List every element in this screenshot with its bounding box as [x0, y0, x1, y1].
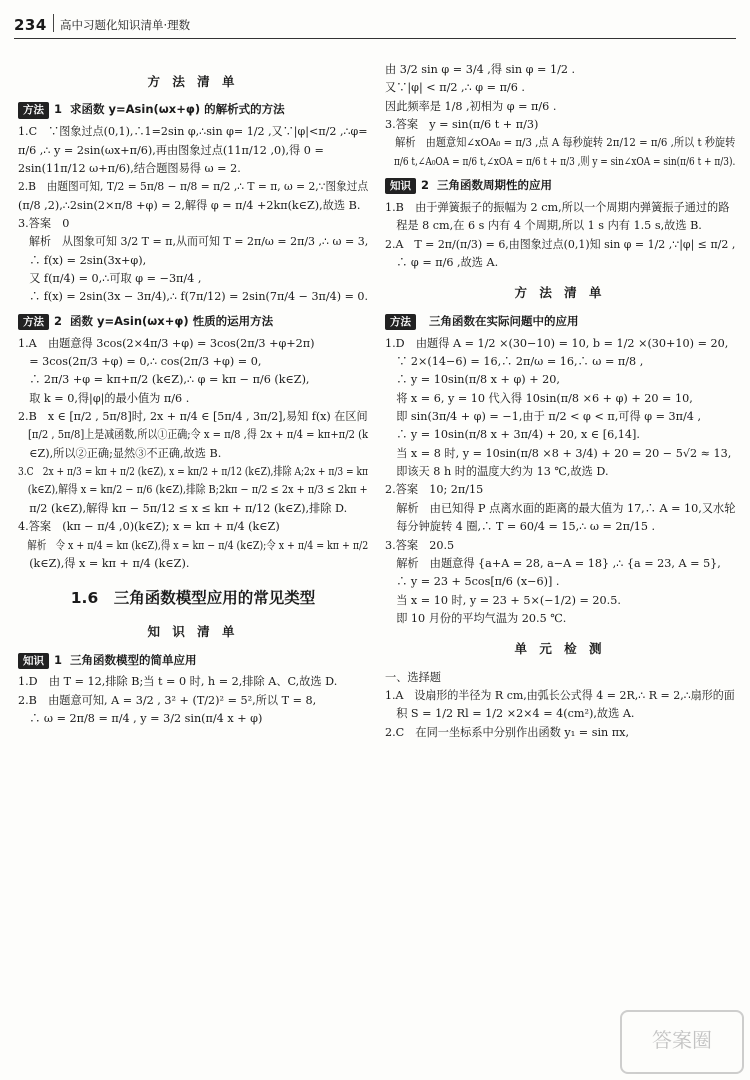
text-line: 2.A T = 2π/(π/3) = 6,由图象过点(0,1)知 sin φ = 1/2 ,∵|φ| ≤ π/2 , — [385, 237, 736, 251]
text-line: = 3cos(2π/3 +φ) = 0,∴ cos(2π/3 +φ) = 0, — [18, 354, 262, 368]
text-line: 2.B 由题图可知, T/2 = 5π/8 − π/8 = π/2 ,∴ T = π, ω = 2,∵图象过点 — [18, 180, 369, 194]
text-line: π/2 (k∈Z),解得 kπ − 5π/12 ≤ x ≤ kπ + π/12 (k∈Z),排除 D. — [18, 501, 348, 515]
right-column — [385, 60, 735, 742]
text-line: 即 10 月份的平均气温为 20.5 ℃. — [385, 611, 567, 625]
text-line: 1.D 由题得 A = 1/2 ×(30−10) = 10, b = 1/2 ×(30+10) = 20, — [385, 336, 729, 350]
text-line: 解析 由已知得 P 点离水面的距离的最大值为 17,∴ A = 10,又水轮 — [385, 501, 736, 515]
text-line: ∴ y = 10sin(π/8 x + φ) + 20, — [385, 373, 560, 387]
text-line: 又 f(π/4) = 0,∴可取 φ = −3π/4 , — [18, 272, 202, 286]
topic-badge: 知识 — [18, 653, 49, 669]
section-heading: 知 识 清 单 — [147, 624, 239, 640]
text-line: 解析 由题意得 {a+A = 28, a−A = 18} ,∴ {a = 23, A = 5}, — [385, 556, 721, 570]
text-line: 3.C 2x + π/3 = kπ + π/2 (k∈Z), x = kπ/2 + π/12 (k∈Z),排除 A;2x + π/3 = kπ — [18, 465, 369, 479]
header-rule — [14, 38, 736, 39]
topic-heading — [18, 652, 368, 670]
text-line: 解析 从图象可知 3/2 T = π,从而可知 T = 2π/ω = 2π/3 ,∴ ω = 3, — [18, 235, 369, 249]
chapter-title: 1.6 三角函数模型应用的常见类型 — [70, 589, 316, 608]
page-number: 234 — [14, 16, 47, 34]
text-line: 2sin(11π/12 ω+π/6),结合题图易得 ω = 2. — [18, 161, 241, 175]
text-line: 即该天 8 h 时的温度大约为 13 ℃,故选 D. — [385, 465, 609, 479]
text-line: 一、选择题 — [385, 670, 441, 684]
text-line: 1.D 由 T = 12,排除 B;当 t = 0 时, h = 2,排除 A、C,故选 D. — [18, 675, 338, 689]
section-heading: 方 法 清 单 — [514, 285, 606, 301]
section-heading: 方 法 清 单 — [147, 74, 239, 89]
text-line: 即 sin(3π/4 + φ) = −1,由于 π/2 < φ < π,可得 φ = 3π/4 , — [385, 410, 702, 424]
text-line: 当 x = 8 时, y = 10sin(π/8 ×8 + 3/4) + 20 = 20 − 5√2 ≈ 13, — [385, 446, 732, 460]
topic-number: 2 — [421, 178, 430, 193]
book-title: 高中习题化知识清单·理数 — [60, 18, 191, 32]
text-line: 解析 令 x + π/4 = kπ (k∈Z),得 x = kπ − π/4 (k∈Z);令 x + π/4 = kπ + π/2 — [18, 538, 369, 552]
text-line: 1.C ∵图象过点(0,1),∴1=2sin φ,∴sin φ= 1/2 ,又∵|φ|<π/2 ,∴φ= — [18, 125, 368, 139]
text-line: 3.答案 0 — [18, 216, 70, 230]
text-line: 将 x = 6, y = 10 代入得 10sin(π/8 ×6 + φ) + 20 = 10, — [385, 391, 693, 405]
text-line: ∈Z),所以②正确;显然③不正确,故选 B. — [18, 446, 222, 460]
topic-number: 2 — [54, 313, 63, 328]
topic-badge: 方法 — [18, 314, 49, 330]
text-line: 取 k = 0,得|φ|的最小值为 π/6 . — [18, 391, 190, 405]
text-line: [π/2 , 5π/8]上是减函数,所以①正确;令 x = π/8 ,得 2x + π/4 = kπ+π/2 (k — [18, 428, 369, 442]
text-line: ∴ f(x) = 2sin(3x − 3π/4),∴ f(7π/12) = 2sin(7π/4 − 3π/4) = 0. — [18, 290, 369, 304]
text-line: 3.答案 y = sin(π/6 t + π/3) — [385, 118, 539, 132]
topic-number: 1 — [54, 102, 63, 117]
text-line: 2.B x ∈ [π/2 , 5π/8]时, 2x + π/4 ∈ [5π/4 , 3π/2],易知 f(x) 在区间 — [18, 410, 368, 424]
text-line: π/6 t,∠A₀OA = π/6 t,∠xOA = π/6 t + π/3 ,则 y = sin∠xOA = sin(π/6 t + π/3). — [385, 154, 736, 168]
topic-badge: 方法 — [385, 314, 416, 330]
text-line: 4.答案 (kπ − π/4 ,0)(k∈Z); x = kπ + π/4 (k∈Z) — [18, 520, 280, 534]
text-line: ∴ φ = π/6 ,故选 A. — [385, 256, 499, 270]
text-line: 1.A 由题意得 3cos(2×4π/3 +φ) = 3cos(2π/3 +φ+2π) — [18, 336, 315, 350]
topic-heading — [385, 177, 735, 195]
text-line: 1.A 设扇形的半径为 R cm,由弧长公式得 4 = 2R,∴ R = 2,∴扇形的面 — [385, 689, 735, 703]
text-line: 2.C 在同一坐标系中分别作出函数 y₁ = sin πx, — [385, 725, 630, 739]
text-line: ∴ ω = 2π/8 = π/4 , y = 3/2 sin(π/4 x + φ) — [18, 712, 263, 726]
topic-badge: 方法 — [18, 102, 49, 118]
text-line: 又∵|φ| < π/2 ,∴ φ = π/6 . — [385, 81, 525, 95]
text-line: 解析 由题意知∠xOA₀ = π/3 ,点 A 每秒旋转 2π/12 = π/6 ,所以 t 秒旋转 — [385, 136, 736, 150]
text-line: π/6 ,∴ y = 2sin(ωx+π/6),再由图象过点(11π/12 ,0),得 0 = — [18, 143, 324, 157]
topic-title: 三角函数周期性的应用 — [437, 178, 553, 193]
text-line: (π/8 ,2),∴2sin(2×π/8 +φ) = 2,解得 φ = π/4 +2kπ(k∈Z),故选 B. — [18, 198, 361, 212]
text-line: 因此频率是 1/8 ,初相为 φ = π/6 . — [385, 99, 557, 113]
text-line: (k∈Z),解得 x = kπ/2 − π/6 (k∈Z),排除 B;2kπ − π/2 ≤ 2x + π/3 ≤ 2kπ + — [18, 483, 368, 497]
text-line: 3.答案 20.5 — [385, 538, 455, 552]
topic-title: 函数 y=Asin(ωx+φ) 性质的运用方法 — [70, 313, 274, 328]
text-line: ∴ f(x) = 2sin(3x+φ), — [18, 253, 147, 267]
section-heading: 单 元 检 测 — [514, 641, 606, 657]
text-line: (k∈Z),得 x = kπ + π/4 (k∈Z). — [18, 556, 190, 570]
text-line: ∴ y = 10sin(π/8 x + 3π/4) + 20, x ∈ [6,14]. — [385, 428, 640, 442]
text-line: ∴ 2π/3 +φ = kπ+π/2 (k∈Z),∴ φ = kπ − π/6 (k∈Z), — [18, 373, 310, 387]
watermark-logo: 答案圈 — [620, 1010, 744, 1074]
text-line: 由 3/2 sin φ = 3/4 ,得 sin φ = 1/2 . — [385, 63, 576, 76]
text-line: 当 x = 10 时, y = 23 + 5×(−1/2) = 20.5. — [385, 593, 621, 607]
text-line: ∴ y = 23 + 5cos[π/6 (x−6)] . — [385, 575, 560, 589]
topic-title: 求函数 y=Asin(ωx+φ) 的解析式的方法 — [70, 102, 285, 117]
text-line: 积 S = 1/2 Rl = 1/2 ×2×4 = 4(cm²),故选 A. — [385, 707, 635, 721]
text-line: ∵ 2×(14−6) = 16,∴ 2π/ω = 16,∴ ω = π/8 , — [385, 354, 644, 368]
text-line: 每分钟旋转 4 圈,∴ T = 60/4 = 15,∴ ω = 2π/15 . — [385, 520, 656, 534]
topic-heading — [18, 313, 368, 331]
topic-heading — [385, 313, 735, 331]
left-column — [18, 60, 368, 729]
topic-heading — [18, 101, 368, 119]
header-divider — [53, 14, 54, 32]
topic-number: 1 — [54, 652, 63, 667]
topic-title: 三角函数模型的简单应用 — [70, 652, 197, 667]
topic-badge: 知识 — [385, 178, 416, 194]
text-line: 程是 8 cm,在 6 s 内有 4 个周期,所以 1 s 内有 1.5 s,故选 B. — [385, 219, 702, 233]
text-line: 2.答案 10; 2π/15 — [385, 483, 484, 497]
topic-title: 三角函数在实际问题中的应用 — [429, 313, 579, 328]
text-line: 2.B 由题意可知, A = 3/2 , 3² + (T/2)² = 5²,所以 T = 8, — [18, 693, 317, 707]
page-header — [0, 0, 750, 40]
text-line: 1.B 由于弹簧振子的振幅为 2 cm,所以一个周期内弹簧振子通过的路 — [385, 200, 730, 214]
